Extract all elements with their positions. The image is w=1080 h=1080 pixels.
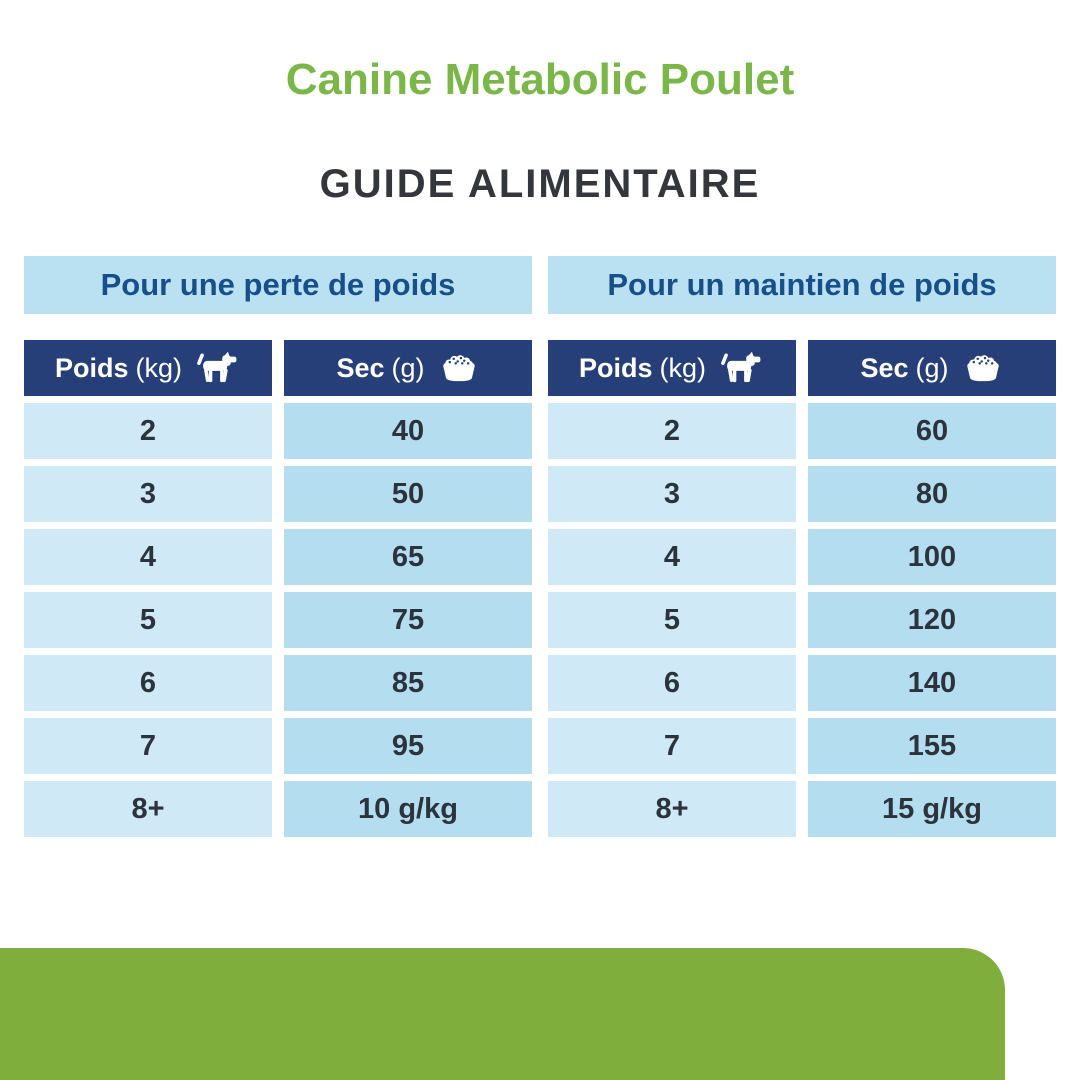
section-heading: Pour une perte de poids (24, 256, 532, 314)
poids-cell: 7 (24, 718, 272, 774)
poids-cell: 6 (548, 655, 796, 711)
section-heading: Pour un maintien de poids (548, 256, 1056, 314)
poids-cell: 3 (548, 466, 796, 522)
poids-cell: 3 (24, 466, 272, 522)
sec-cell: 85 (284, 655, 532, 711)
column-unit: (g) (391, 352, 425, 383)
sec-cell: 40 (284, 403, 532, 459)
poids-cell: 5 (548, 592, 796, 648)
column-label: Sec (860, 352, 909, 383)
feeding-table (548, 340, 1056, 837)
sec-cell: 120 (808, 592, 1056, 648)
dog-icon (195, 351, 241, 385)
column-header-sec (808, 340, 1056, 396)
section-maintien-de-poids (548, 256, 1056, 837)
kibble-bowl-icon (438, 351, 480, 385)
page-title: Canine Metabolic Poulet (285, 55, 795, 104)
column-unit: (kg) (135, 352, 182, 383)
column-header-sec (284, 340, 532, 396)
poids-cell: 4 (548, 529, 796, 585)
footer-green-band (0, 948, 1005, 1080)
sec-cell: 50 (284, 466, 532, 522)
sec-cell: 140 (808, 655, 1056, 711)
column-header-poids (24, 340, 272, 396)
column-unit: (g) (915, 352, 949, 383)
tables-container (24, 256, 1056, 837)
poids-cell: 6 (24, 655, 272, 711)
sec-cell: 75 (284, 592, 532, 648)
dog-icon (719, 351, 765, 385)
column-unit: (kg) (659, 352, 706, 383)
column-label: Sec (336, 352, 385, 383)
poids-cell: 5 (24, 592, 272, 648)
column-header-poids (548, 340, 796, 396)
column-label: Poids (54, 352, 129, 383)
sec-cell: 60 (808, 403, 1056, 459)
poids-cell: 8+ (24, 781, 272, 837)
sec-cell: 95 (284, 718, 532, 774)
sec-cell: 10 g/kg (284, 781, 532, 837)
kibble-bowl-icon (962, 351, 1004, 385)
feeding-table (24, 340, 532, 837)
poids-cell: 7 (548, 718, 796, 774)
sec-cell: 15 g/kg (808, 781, 1056, 837)
column-label: Poids (578, 352, 653, 383)
sec-cell: 80 (808, 466, 1056, 522)
poids-cell: 2 (548, 403, 796, 459)
sec-cell: 65 (284, 529, 532, 585)
section-perte-de-poids (24, 256, 532, 837)
page-subtitle: GUIDE ALIMENTAIRE (319, 162, 761, 206)
poids-cell: 4 (24, 529, 272, 585)
poids-cell: 8+ (548, 781, 796, 837)
sec-cell: 155 (808, 718, 1056, 774)
sec-cell: 100 (808, 529, 1056, 585)
poids-cell: 2 (24, 403, 272, 459)
